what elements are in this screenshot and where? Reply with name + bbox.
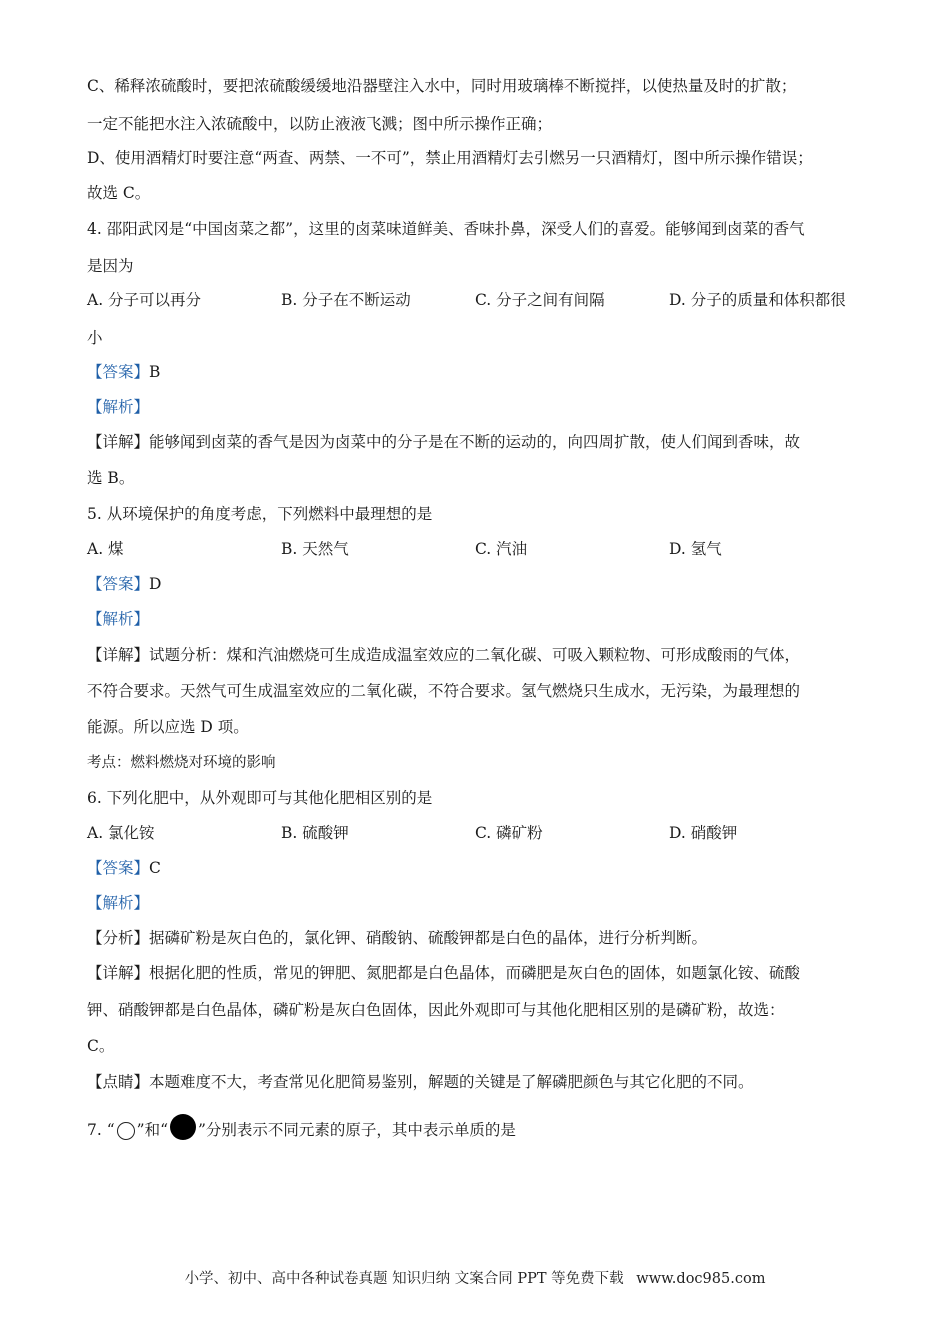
q5-option-c: C. 汽油 <box>475 540 528 558</box>
q4-detail-line2: 选 B。 <box>87 469 135 487</box>
q3-d-line: D、使用酒精灯时要注意“两查、两禁、一不可”，禁止用酒精灯去引燃另一只酒精灯，图中所示操作错误； <box>87 149 813 167</box>
q6-detail-line2: 钾、硝酸钾都是白色晶体，磷矿粉是灰白色固体，因此外观即可与其他化肥相区别的是磷矿粉，故选： <box>87 1001 785 1019</box>
q7-prefix: 7. “ <box>87 1121 115 1139</box>
q7-stem <box>87 1120 516 1140</box>
white-atom-icon <box>117 1122 135 1140</box>
q5-option-d: D. 氢气 <box>669 540 722 558</box>
q5-detail-line2: 不符合要求。天然气可生成温室效应的二氧化碳，不符合要求。氢气燃烧只生成水，无污染，为最理想的 <box>87 682 801 700</box>
q5-option-a: A. 煤 <box>87 540 124 558</box>
answer-value: D <box>149 575 162 593</box>
q6-option-a: A. 氯化铵 <box>87 824 155 842</box>
fenxi-text: 据磷矿粉是灰白色的，氯化钾、硝酸钠、硫酸钾都是白色的晶体，进行分析判断。 <box>149 929 708 947</box>
q6-detail-line1 <box>87 963 800 983</box>
analysis-tag: 【解析】 <box>87 610 150 628</box>
q4-stem-line2: 是因为 <box>87 257 134 275</box>
q4-option-a: A. 分子可以再分 <box>87 291 202 309</box>
footer-text: 小学、初中、高中各种试卷真题 知识归纳 文案合同 PPT 等免费下载 <box>184 1271 624 1287</box>
footer-url[interactable]: www.doc985.com <box>636 1271 766 1287</box>
q4-analysis <box>87 397 149 417</box>
q5-detail-line1 <box>87 645 800 665</box>
q5-detail-line3: 能源。所以应选 D 项。 <box>87 718 249 736</box>
q3-c-line1: C、稀释浓硫酸时，要把浓硫酸缓缓地沿器壁注入水中，同时用玻璃棒不断搅拌，以使热量及时的扩散； <box>87 77 797 95</box>
q3-choose: 故选 C。 <box>87 184 151 202</box>
q4-option-b: B. 分子在不断运动 <box>281 291 411 309</box>
q4-option-d-cont: 小 <box>87 329 103 347</box>
detail-text: 试题分析：煤和汽油燃烧可生成造成温室效应的二氧化碳、可吸入颗粒物、可形成酸雨的气体， <box>149 646 801 664</box>
detail-text: 根据化肥的性质，常见的钾肥、氮肥都是白色晶体，而磷肥是灰白色的固体，如题氯化铵、硫酸 <box>149 964 801 982</box>
q7-mid: ”和“ <box>136 1121 168 1139</box>
q4-detail-line1 <box>87 432 800 452</box>
q5-option-b: B. 天然气 <box>281 540 349 558</box>
detail-text: 能够闻到卤菜的香气是因为卤菜中的分子是在不断的运动的，向四周扩散，使人们闻到香味，故 <box>149 433 801 451</box>
q7-suffix: ”分别表示不同元素的原子，其中表示单质的是 <box>198 1121 516 1139</box>
detail-tag: 【详解】 <box>87 646 150 664</box>
q6-dianjing <box>87 1072 754 1092</box>
dianjing-text: 本题难度不大，考查常见化肥简易鉴别，解题的关键是了解磷肥颜色与其它化肥的不同。 <box>149 1073 754 1091</box>
q4-answer <box>87 362 160 382</box>
black-atom-icon <box>170 1114 196 1140</box>
answer-tag: 【答案】 <box>87 575 150 593</box>
detail-tag: 【详解】 <box>87 964 150 982</box>
q4-options <box>87 290 867 310</box>
q5-analysis <box>87 609 149 629</box>
q6-analysis <box>87 893 149 913</box>
q6-option-c: C. 磷矿粉 <box>475 824 543 842</box>
q6-options <box>87 823 867 843</box>
q5-options <box>87 539 867 559</box>
q6-answer <box>87 858 161 878</box>
q4-stem-line1: 4. 邵阳武冈是“中国卤菜之都”，这里的卤菜味道鲜美、香味扑鼻，深受人们的喜爱。能够闻到卤菜的香气 <box>87 220 805 238</box>
q5-answer <box>87 574 161 594</box>
answer-value: C <box>149 859 161 877</box>
detail-tag: 【详解】 <box>87 433 150 451</box>
answer-value: B <box>149 363 161 381</box>
q6-detail-line3: C。 <box>87 1037 115 1055</box>
dianjing-tag: 【点睛】 <box>87 1073 150 1091</box>
q4-option-d: D. 分子的质量和体积都很 <box>669 291 846 309</box>
q3-c-line2: 一定不能把水注入浓硫酸中，以防止液液飞溅；图中所示操作正确； <box>87 115 553 133</box>
page-footer <box>0 1269 950 1289</box>
analysis-tag: 【解析】 <box>87 894 150 912</box>
q5-kaodian: 考点：燃料燃烧对环境的影响 <box>87 755 276 771</box>
q6-fenxi <box>87 928 707 948</box>
answer-tag: 【答案】 <box>87 859 150 877</box>
fenxi-tag: 【分析】 <box>87 929 150 947</box>
q4-option-c: C. 分子之间有间隔 <box>475 291 605 309</box>
analysis-tag: 【解析】 <box>87 398 150 416</box>
q6-option-d: D. 硝酸钾 <box>669 824 738 842</box>
q5-stem: 5. 从环境保护的角度考虑，下列燃料中最理想的是 <box>87 505 433 523</box>
q6-stem: 6. 下列化肥中，从外观即可与其他化肥相区别的是 <box>87 789 433 807</box>
answer-tag: 【答案】 <box>87 363 150 381</box>
q6-option-b: B. 硫酸钾 <box>281 824 349 842</box>
